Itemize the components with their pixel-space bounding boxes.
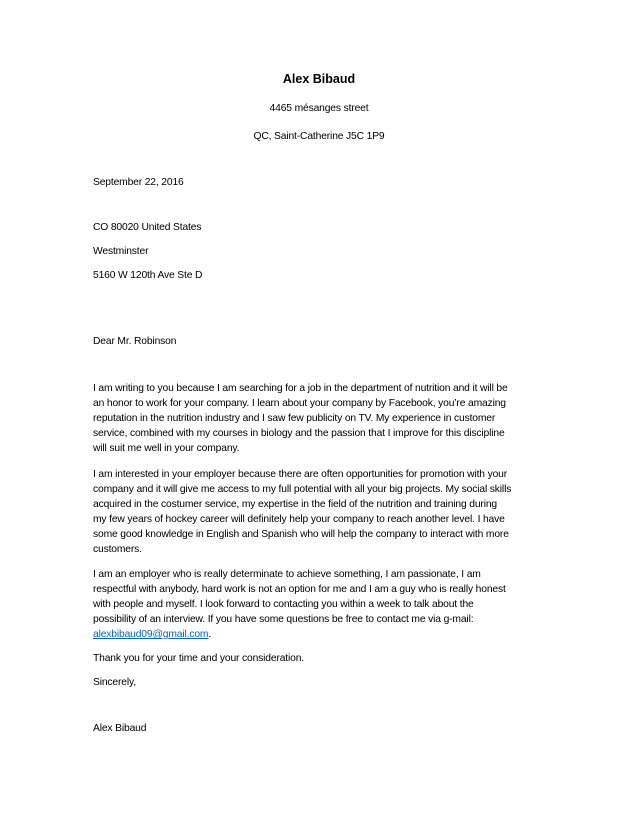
paragraph-line: company and it will give me access to my full potential with all your big projects. My social skills — [93, 484, 512, 495]
signature-name: Alex Bibaud — [93, 723, 147, 734]
paragraph-line: reputation in the nutrition industry and I saw few publicity on TV. My experience in customer — [93, 413, 496, 424]
recipient-line-1: CO 80020 United States — [93, 222, 202, 233]
salutation: Dear Mr. Robinson — [93, 336, 177, 347]
paragraph-line: I am writing to you because I am searching for a job in the department of nutrition and it will be — [93, 383, 508, 394]
paragraph-line: customers. — [93, 544, 142, 555]
paragraph-line: acquired in the costumer service, my expertise in the field of the nutrition and training during — [93, 499, 497, 510]
sender-city: QC, Saint-Catherine J5C 1P9 — [253, 131, 385, 142]
paragraph-line: possibility of an interview. If you have some questions be free to contact me via g-mail: — [93, 614, 474, 625]
closing: Sincerely, — [93, 677, 136, 688]
paragraph-line: I am interested in your employer because there are often opportunities for promotion with your — [93, 469, 508, 480]
thanks-line: Thank you for your time and your consideration. — [93, 653, 305, 664]
email-link[interactable]: alexbibaud09@gmail.com — [93, 629, 209, 640]
paragraph-line: I am an employer who is really determinate to achieve something, I am passionate, I am — [93, 569, 481, 580]
paragraph-line: some good knowledge in English and Spanish who will help the company to interact with more — [93, 529, 509, 540]
body-paragraph-3 — [93, 567, 548, 642]
sender-name: Alex Bibaud — [282, 72, 356, 86]
paragraph-line: will suit me well in your company. — [93, 443, 240, 454]
recipient-line-2: Westminster — [93, 246, 149, 257]
email-suffix: . — [208, 629, 212, 640]
paragraph-line: respectful with anybody, hard work is not an option for me and I am a guy who is really honest — [93, 584, 506, 595]
body-paragraph-1 — [93, 381, 548, 456]
recipient-line-3: 5160 W 120th Ave Ste D — [93, 270, 203, 281]
sender-street: 4465 mésanges street — [269, 103, 369, 114]
paragraph-line: service, combined with my courses in biology and the passion that I improve for this discipline — [93, 428, 505, 439]
paragraph-line: with people and myself. I look forward to contacting you within a week to talk about the — [93, 599, 474, 610]
letter-date: September 22, 2016 — [93, 177, 184, 188]
paragraph-line-email — [93, 627, 548, 642]
body-paragraph-2 — [93, 467, 548, 557]
paragraph-line: my few years of hockey career will definitely help your company to reach another level. I have — [93, 514, 505, 525]
paragraph-line: an honor to work for your company. I learn about your company by Facebook, you’re amazing — [93, 398, 506, 409]
